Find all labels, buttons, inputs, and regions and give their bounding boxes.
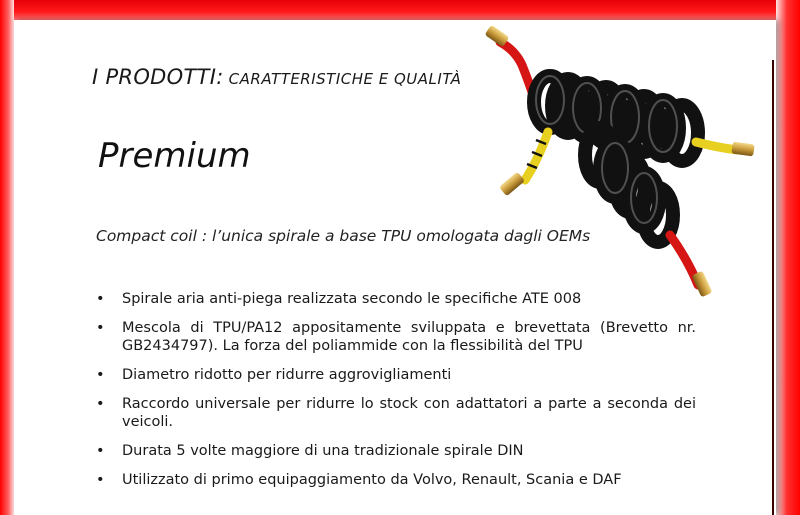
bullet-text: Diametro ridotto per ridurre aggrovigliamenti <box>122 367 452 383</box>
list-item <box>96 442 696 460</box>
product-tagline: Compact coil : l’unica spirale a base TPU omologata dagli OEMs <box>96 227 591 245</box>
slide-edge-line <box>772 60 774 515</box>
list-item <box>96 366 696 384</box>
bullet-text: Durata 5 volte maggiore di una tradizionale spirale DIN <box>122 443 524 459</box>
header-main: I PRODOTTI: <box>92 65 224 89</box>
bullet-icon: • <box>96 320 105 336</box>
list-item <box>96 395 696 431</box>
slide-header <box>92 65 461 89</box>
bullet-icon: • <box>96 367 105 383</box>
bullet-text: Utilizzato di primo equipaggiamento da Volvo, Renault, Scania e DAF <box>122 472 622 488</box>
list-item <box>96 290 696 308</box>
bullet-icon: • <box>96 291 105 307</box>
list-item <box>96 471 696 489</box>
bullet-icon: • <box>96 472 105 488</box>
coiled-hose-image <box>470 20 770 305</box>
bullet-text: Mescola di TPU/PA12 appositamente sviluppata e brevettata (Brevetto nr. GB2434797). La forza del poliammide con la flessibilità del TPU <box>122 320 696 354</box>
bullet-icon: • <box>96 443 105 459</box>
bullet-text: Raccordo universale per ridurre lo stock con adattatori a parte a seconda dei veicoli. <box>122 396 696 430</box>
header-sub: CARATTERISTICHE E QUALITÀ <box>228 70 462 88</box>
product-title: Premium <box>98 136 251 176</box>
red-frame-top <box>0 0 800 20</box>
red-frame-left <box>0 0 14 515</box>
list-item <box>96 319 696 355</box>
features-list <box>96 290 696 500</box>
bullet-icon: • <box>96 396 105 412</box>
red-frame-right <box>776 0 800 515</box>
bullet-text: Spirale aria anti-piega realizzata secondo le specifiche ATE 008 <box>122 291 582 307</box>
